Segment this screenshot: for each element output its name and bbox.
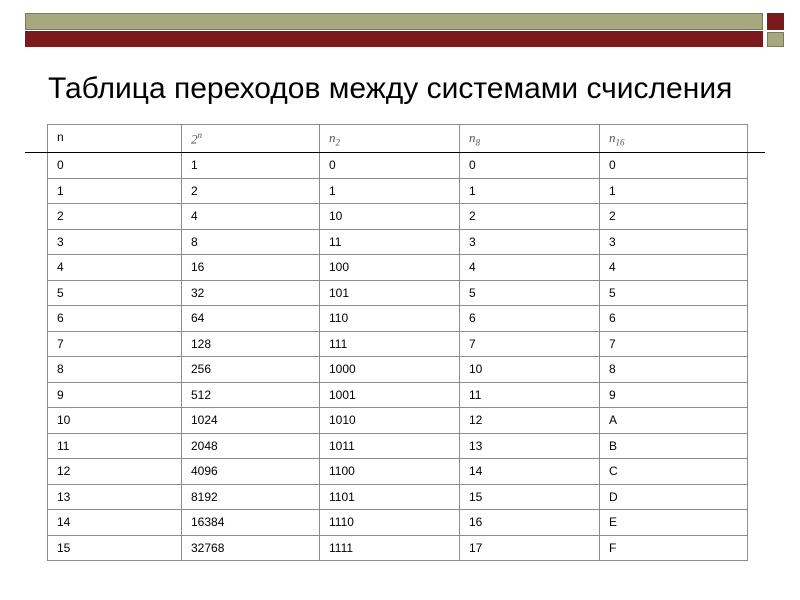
table-row: [48, 535, 748, 561]
n-cell: 15: [48, 535, 182, 561]
header-base-8: $n_8$: [460, 125, 600, 153]
power-of-two-cell: 2: [182, 178, 320, 204]
base-8-cell: 16: [460, 510, 600, 536]
base-16-cell: 6: [600, 306, 748, 332]
n-cell: 6: [48, 306, 182, 332]
n-cell: 13: [48, 484, 182, 510]
power-of-two-cell: 16: [182, 255, 320, 281]
table-row: [48, 153, 748, 179]
table-row: [48, 510, 748, 536]
base-16-cell: D: [600, 484, 748, 510]
conversion-table: [47, 124, 748, 561]
n-cell: 10: [48, 408, 182, 434]
power-of-two-cell: 8192: [182, 484, 320, 510]
base-8-cell: 6: [460, 306, 600, 332]
maroon-bar: [25, 31, 763, 47]
n-cell: 2: [48, 204, 182, 230]
table-row: [48, 331, 748, 357]
power-of-two-cell: 1: [182, 153, 320, 179]
base-8-cell: 14: [460, 459, 600, 485]
base-8-cell: 12: [460, 408, 600, 434]
base-2-cell: 1010: [320, 408, 460, 434]
header-n: n: [48, 125, 182, 153]
table-row: [48, 382, 748, 408]
power-of-two-cell: 16384: [182, 510, 320, 536]
power-of-two-cell: 32: [182, 280, 320, 306]
power-of-two-cell: 8: [182, 229, 320, 255]
base-16-cell: B: [600, 433, 748, 459]
base-2-cell: 1001: [320, 382, 460, 408]
n-cell: 14: [48, 510, 182, 536]
table-header-row: [48, 125, 748, 153]
base-8-cell: 17: [460, 535, 600, 561]
table-row: [48, 280, 748, 306]
power-of-two-cell: 4: [182, 204, 320, 230]
table-row: [48, 484, 748, 510]
base-16-cell: 0: [600, 153, 748, 179]
power-of-two-cell: 1024: [182, 408, 320, 434]
title-divider-line: [25, 152, 765, 153]
n-cell: 3: [48, 229, 182, 255]
base-16-cell: C: [600, 459, 748, 485]
base-2-cell: 100: [320, 255, 460, 281]
power-of-two-cell: 4096: [182, 459, 320, 485]
table-row: [48, 433, 748, 459]
base-16-cell: 4: [600, 255, 748, 281]
base-16-cell: 5: [600, 280, 748, 306]
base-8-cell: 0: [460, 153, 600, 179]
decorative-top-bar: [25, 13, 785, 47]
n-cell: 5: [48, 280, 182, 306]
base-2-cell: 1011: [320, 433, 460, 459]
base-8-cell: 5: [460, 280, 600, 306]
n-cell: 7: [48, 331, 182, 357]
base-2-cell: 1: [320, 178, 460, 204]
table-row: [48, 459, 748, 485]
base-8-cell: 4: [460, 255, 600, 281]
n-cell: 1: [48, 178, 182, 204]
header-power-of-two: 2$^n$: [182, 125, 320, 153]
base-8-cell: 2: [460, 204, 600, 230]
base-2-cell: 1111: [320, 535, 460, 561]
base-2-cell: 101: [320, 280, 460, 306]
table-row: [48, 178, 748, 204]
base-16-cell: 9: [600, 382, 748, 408]
power-of-two-cell: 512: [182, 382, 320, 408]
base-16-cell: 8: [600, 357, 748, 383]
base-8-cell: 13: [460, 433, 600, 459]
base-8-cell: 7: [460, 331, 600, 357]
maroon-square: [767, 13, 784, 30]
n-cell: 8: [48, 357, 182, 383]
table-row: [48, 357, 748, 383]
table-row: [48, 229, 748, 255]
base-2-cell: 1000: [320, 357, 460, 383]
base-16-cell: 7: [600, 331, 748, 357]
base-16-cell: 2: [600, 204, 748, 230]
base-8-cell: 1: [460, 178, 600, 204]
base-2-cell: 1100: [320, 459, 460, 485]
n-cell: 4: [48, 255, 182, 281]
header-base-16: $n_{16}$: [600, 125, 748, 153]
table-row: [48, 306, 748, 332]
n-cell: 12: [48, 459, 182, 485]
olive-square: [767, 32, 784, 47]
base-16-cell: 1: [600, 178, 748, 204]
base-2-cell: 0: [320, 153, 460, 179]
base-8-cell: 10: [460, 357, 600, 383]
power-of-two-cell: 2048: [182, 433, 320, 459]
base-2-cell: 11: [320, 229, 460, 255]
n-cell: 11: [48, 433, 182, 459]
base-2-cell: 1101: [320, 484, 460, 510]
base-16-cell: A: [600, 408, 748, 434]
n-cell: 9: [48, 382, 182, 408]
table-row: [48, 255, 748, 281]
power-of-two-cell: 128: [182, 331, 320, 357]
base-8-cell: 15: [460, 484, 600, 510]
slide-title: Таблица переходов между системами счисления: [48, 72, 733, 105]
base-2-cell: 1110: [320, 510, 460, 536]
olive-bar: [25, 13, 763, 30]
power-of-two-cell: 32768: [182, 535, 320, 561]
base-8-cell: 3: [460, 229, 600, 255]
power-of-two-cell: 256: [182, 357, 320, 383]
base-16-cell: E: [600, 510, 748, 536]
base-2-cell: 111: [320, 331, 460, 357]
table-row: [48, 408, 748, 434]
base-16-cell: F: [600, 535, 748, 561]
base-2-cell: 10: [320, 204, 460, 230]
base-16-cell: 3: [600, 229, 748, 255]
base-8-cell: 11: [460, 382, 600, 408]
table-row: [48, 204, 748, 230]
header-base-2: $n_2$: [320, 125, 460, 153]
power-of-two-cell: 64: [182, 306, 320, 332]
n-cell: 0: [48, 153, 182, 179]
base-2-cell: 110: [320, 306, 460, 332]
